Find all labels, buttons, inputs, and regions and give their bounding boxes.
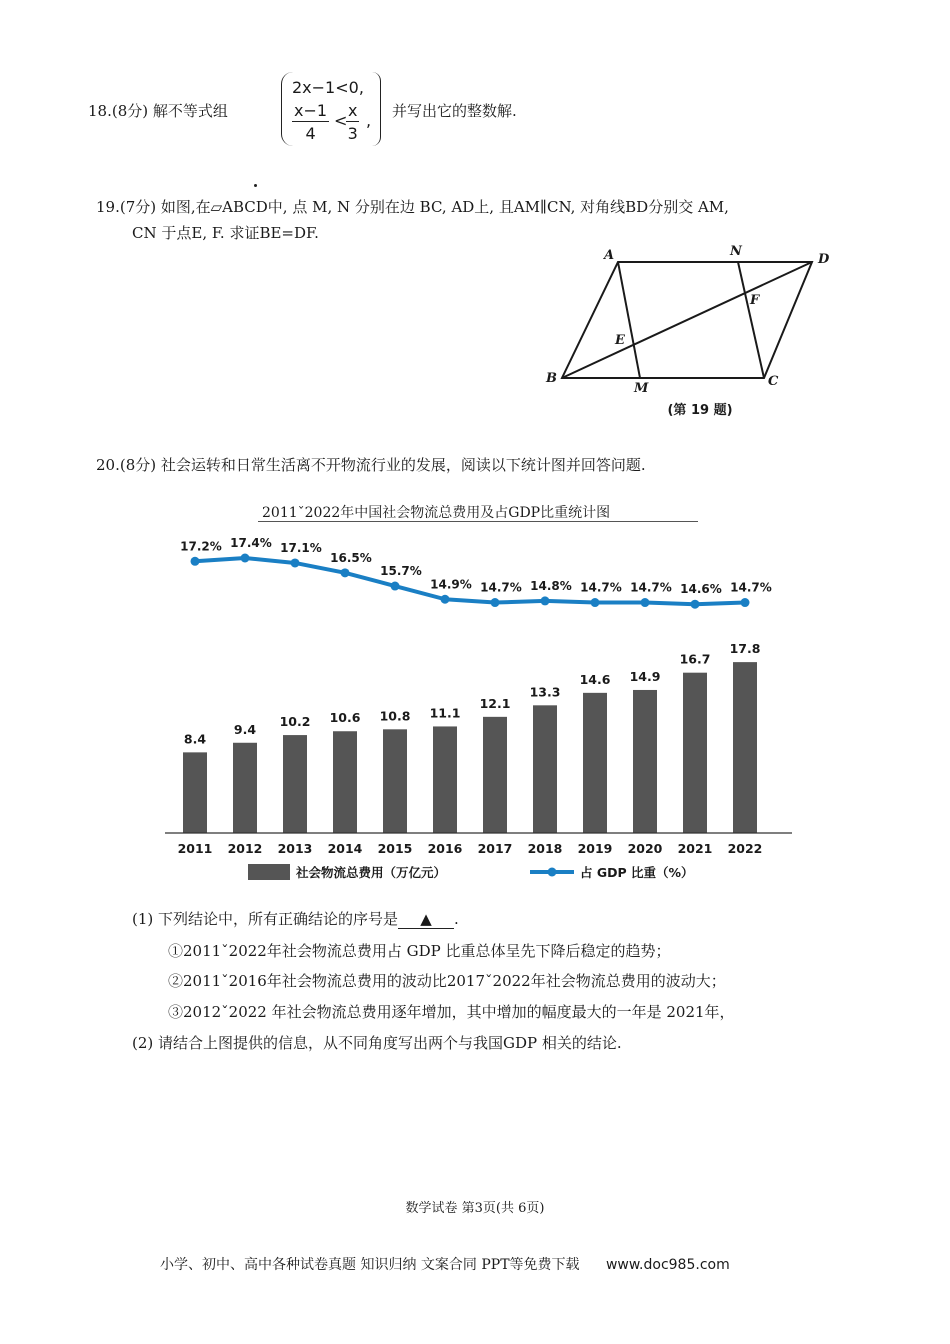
bar-label-2020: 14.9 bbox=[629, 668, 661, 684]
gdp-point-2015 bbox=[391, 582, 400, 591]
ad-line bbox=[160, 1254, 730, 1274]
x-tick-2015: 2015 bbox=[377, 841, 413, 856]
gdp-point-2019 bbox=[591, 598, 600, 607]
gdp-label-2018: 14.8% bbox=[530, 578, 572, 593]
x-tick-2018: 2018 bbox=[527, 841, 563, 856]
x-tick-2017: 2017 bbox=[477, 841, 513, 856]
bar-2017 bbox=[483, 717, 507, 833]
label-c: C bbox=[768, 374, 779, 389]
q18-fraction-left bbox=[292, 101, 329, 143]
gdp-point-2011 bbox=[191, 557, 200, 566]
bar-2020 bbox=[633, 690, 657, 833]
bar-labels-group bbox=[184, 641, 761, 746]
label-a: A bbox=[604, 248, 615, 263]
bar-label-2012: 9.4 bbox=[233, 721, 257, 737]
bar-label-2016: 11.1 bbox=[429, 705, 461, 721]
bar-2016 bbox=[433, 726, 457, 833]
gdp-point-2017 bbox=[491, 598, 500, 607]
gdp-label-2020: 14.7% bbox=[630, 580, 672, 595]
gdp-point-2016 bbox=[441, 595, 450, 604]
figure-caption: (第 19 题) bbox=[667, 403, 733, 418]
x-tick-2011: 2011 bbox=[177, 841, 213, 856]
gdp-point-2020 bbox=[641, 598, 650, 607]
q18-less-than: < bbox=[334, 111, 348, 130]
bar-2022 bbox=[733, 662, 757, 833]
bar-2011 bbox=[183, 752, 207, 833]
bar-label-2013: 10.2 bbox=[279, 714, 311, 730]
gdp-point-2013 bbox=[291, 558, 300, 567]
page-footer: 数学试卷 第3页(共 6页) bbox=[405, 1201, 545, 1216]
q18-frac2-denominator: 3 bbox=[347, 124, 358, 143]
diagonal-bd bbox=[562, 262, 812, 378]
legend-line-marker bbox=[548, 868, 557, 877]
gdp-label-2016: 14.9% bbox=[430, 577, 472, 592]
gdp-label-2013: 17.1% bbox=[280, 540, 322, 555]
q18-comma: , bbox=[366, 111, 372, 130]
x-tick-2013: 2013 bbox=[277, 841, 313, 856]
gdp-point-2021 bbox=[691, 600, 700, 609]
gdp-label-2022: 14.7% bbox=[730, 580, 772, 595]
chart-title: 2011ˇ2022年中国社会物流总费用及占GDP比重统计图 bbox=[262, 505, 611, 521]
bar-label-2021: 16.7 bbox=[679, 651, 711, 667]
x-tick-2014: 2014 bbox=[327, 841, 363, 856]
x-tick-2022: 2022 bbox=[727, 841, 763, 856]
bar-label-2019: 14.6 bbox=[579, 671, 611, 687]
label-m: M bbox=[634, 381, 649, 396]
q18-frac1-denominator: 4 bbox=[305, 124, 316, 143]
site-url: www.doc985.com bbox=[605, 1257, 730, 1273]
q20-option-2: ②2011ˇ2016年社会物流总费用的波动比2017ˇ2022年社会物流总费用的波动大； bbox=[168, 972, 726, 990]
right-brace bbox=[372, 72, 381, 146]
ad-text: 小学、初中、高中各种试卷真题 知识归纳 文案合同 PPT等免费下载 bbox=[160, 1257, 580, 1273]
bar-label-2022: 17.8 bbox=[729, 641, 761, 657]
q18-fraction-right bbox=[346, 101, 359, 143]
bar-label-2018: 13.3 bbox=[529, 684, 561, 700]
segment-am bbox=[618, 262, 640, 378]
label-e: E bbox=[615, 333, 625, 348]
bar-2018 bbox=[533, 705, 557, 833]
x-tick-2016: 2016 bbox=[427, 841, 463, 856]
q18-inequality-1: 2x−1<0, bbox=[292, 78, 364, 97]
q18-frac1-numerator: x−1 bbox=[294, 101, 328, 120]
q20-sub2: (2) 请结合上图提供的信息，从不同角度写出两个与我国GDP 相关的结论. bbox=[132, 1034, 622, 1052]
emphasis-dot bbox=[254, 184, 257, 187]
bar-2015 bbox=[383, 729, 407, 833]
segment-cn bbox=[738, 262, 764, 378]
bar-2021 bbox=[683, 673, 707, 833]
gdp-point-2018 bbox=[541, 596, 550, 605]
bar-label-2014: 10.6 bbox=[329, 710, 361, 726]
bar-2013 bbox=[283, 735, 307, 833]
q20-sub1-period: . bbox=[454, 910, 459, 928]
q18-suffix: 并写出它的整数解. bbox=[392, 102, 517, 120]
legend-bar-label: 社会物流总费用（万亿元） bbox=[296, 865, 447, 880]
q20-intro: 20.(8分) 社会运转和日常生活离不开物流行业的发展，阅读以下统计图并回答问题. bbox=[96, 456, 646, 474]
q20-sub1-text: (1) 下列结论中，所有正确结论的序号是 bbox=[132, 910, 399, 928]
gdp-label-2014: 16.5% bbox=[330, 550, 372, 565]
x-tick-2020: 2020 bbox=[627, 841, 663, 856]
bar-label-2015: 10.8 bbox=[379, 708, 411, 724]
gdp-label-2011: 17.2% bbox=[180, 539, 222, 554]
gdp-ratio-labels bbox=[180, 536, 772, 596]
bars-group bbox=[183, 662, 757, 833]
chart-title-underline bbox=[258, 521, 698, 522]
bar-label-2011: 8.4 bbox=[183, 731, 207, 747]
bar-2012 bbox=[233, 743, 257, 833]
label-f: F bbox=[750, 293, 760, 308]
gdp-point-2014 bbox=[341, 568, 350, 577]
gdp-label-2015: 15.7% bbox=[380, 564, 422, 579]
q20-sub1 bbox=[132, 908, 459, 929]
legend-bar-swatch bbox=[248, 864, 290, 880]
gdp-point-2012 bbox=[241, 554, 250, 563]
bar-2019 bbox=[583, 693, 607, 833]
q18-frac2-numerator: x bbox=[348, 101, 358, 120]
gdp-label-2012: 17.4% bbox=[230, 536, 272, 550]
q19-text-line1: 19.(7分) 如图,在▱ABCD中, 点 M, N 分别在边 BC, AD上, 且AM∥CN, 对角线BD分别交 AM, bbox=[96, 198, 729, 216]
x-tick-2019: 2019 bbox=[577, 841, 613, 856]
gdp-label-2019: 14.7% bbox=[580, 580, 622, 595]
label-d: D bbox=[818, 252, 830, 267]
legend-line-label: 占 GDP 比重（%） bbox=[580, 865, 694, 880]
gdp-point-2022 bbox=[741, 598, 750, 607]
bar-label-2017: 12.1 bbox=[479, 695, 511, 711]
gdp-label-2021: 14.6% bbox=[680, 582, 722, 597]
x-tick-2012: 2012 bbox=[227, 841, 263, 856]
label-n: N bbox=[730, 244, 742, 259]
q19-parallelogram-figure bbox=[540, 240, 840, 422]
q20-option-3: ③2012ˇ2022 年社会物流总费用逐年增加，其中增加的幅度最大的一年是 2021年， bbox=[168, 1003, 735, 1021]
label-b: B bbox=[546, 371, 557, 386]
answer-blank: ▲ bbox=[398, 910, 454, 929]
logistics-chart bbox=[160, 528, 800, 890]
q18-prefix: 18.(8分) 解不等式组 bbox=[88, 102, 228, 120]
gdp-label-2017: 14.7% bbox=[480, 580, 522, 595]
bar-2014 bbox=[333, 731, 357, 833]
q19-text-line2: CN 于点E, F. 求证BE=DF. bbox=[132, 224, 319, 242]
q20-option-1: ①2011ˇ2022年社会物流总费用占 GDP 比重总体呈先下降后稳定的趋势； bbox=[168, 942, 671, 960]
x-tick-labels bbox=[178, 841, 763, 856]
x-tick-2021: 2021 bbox=[677, 841, 713, 856]
